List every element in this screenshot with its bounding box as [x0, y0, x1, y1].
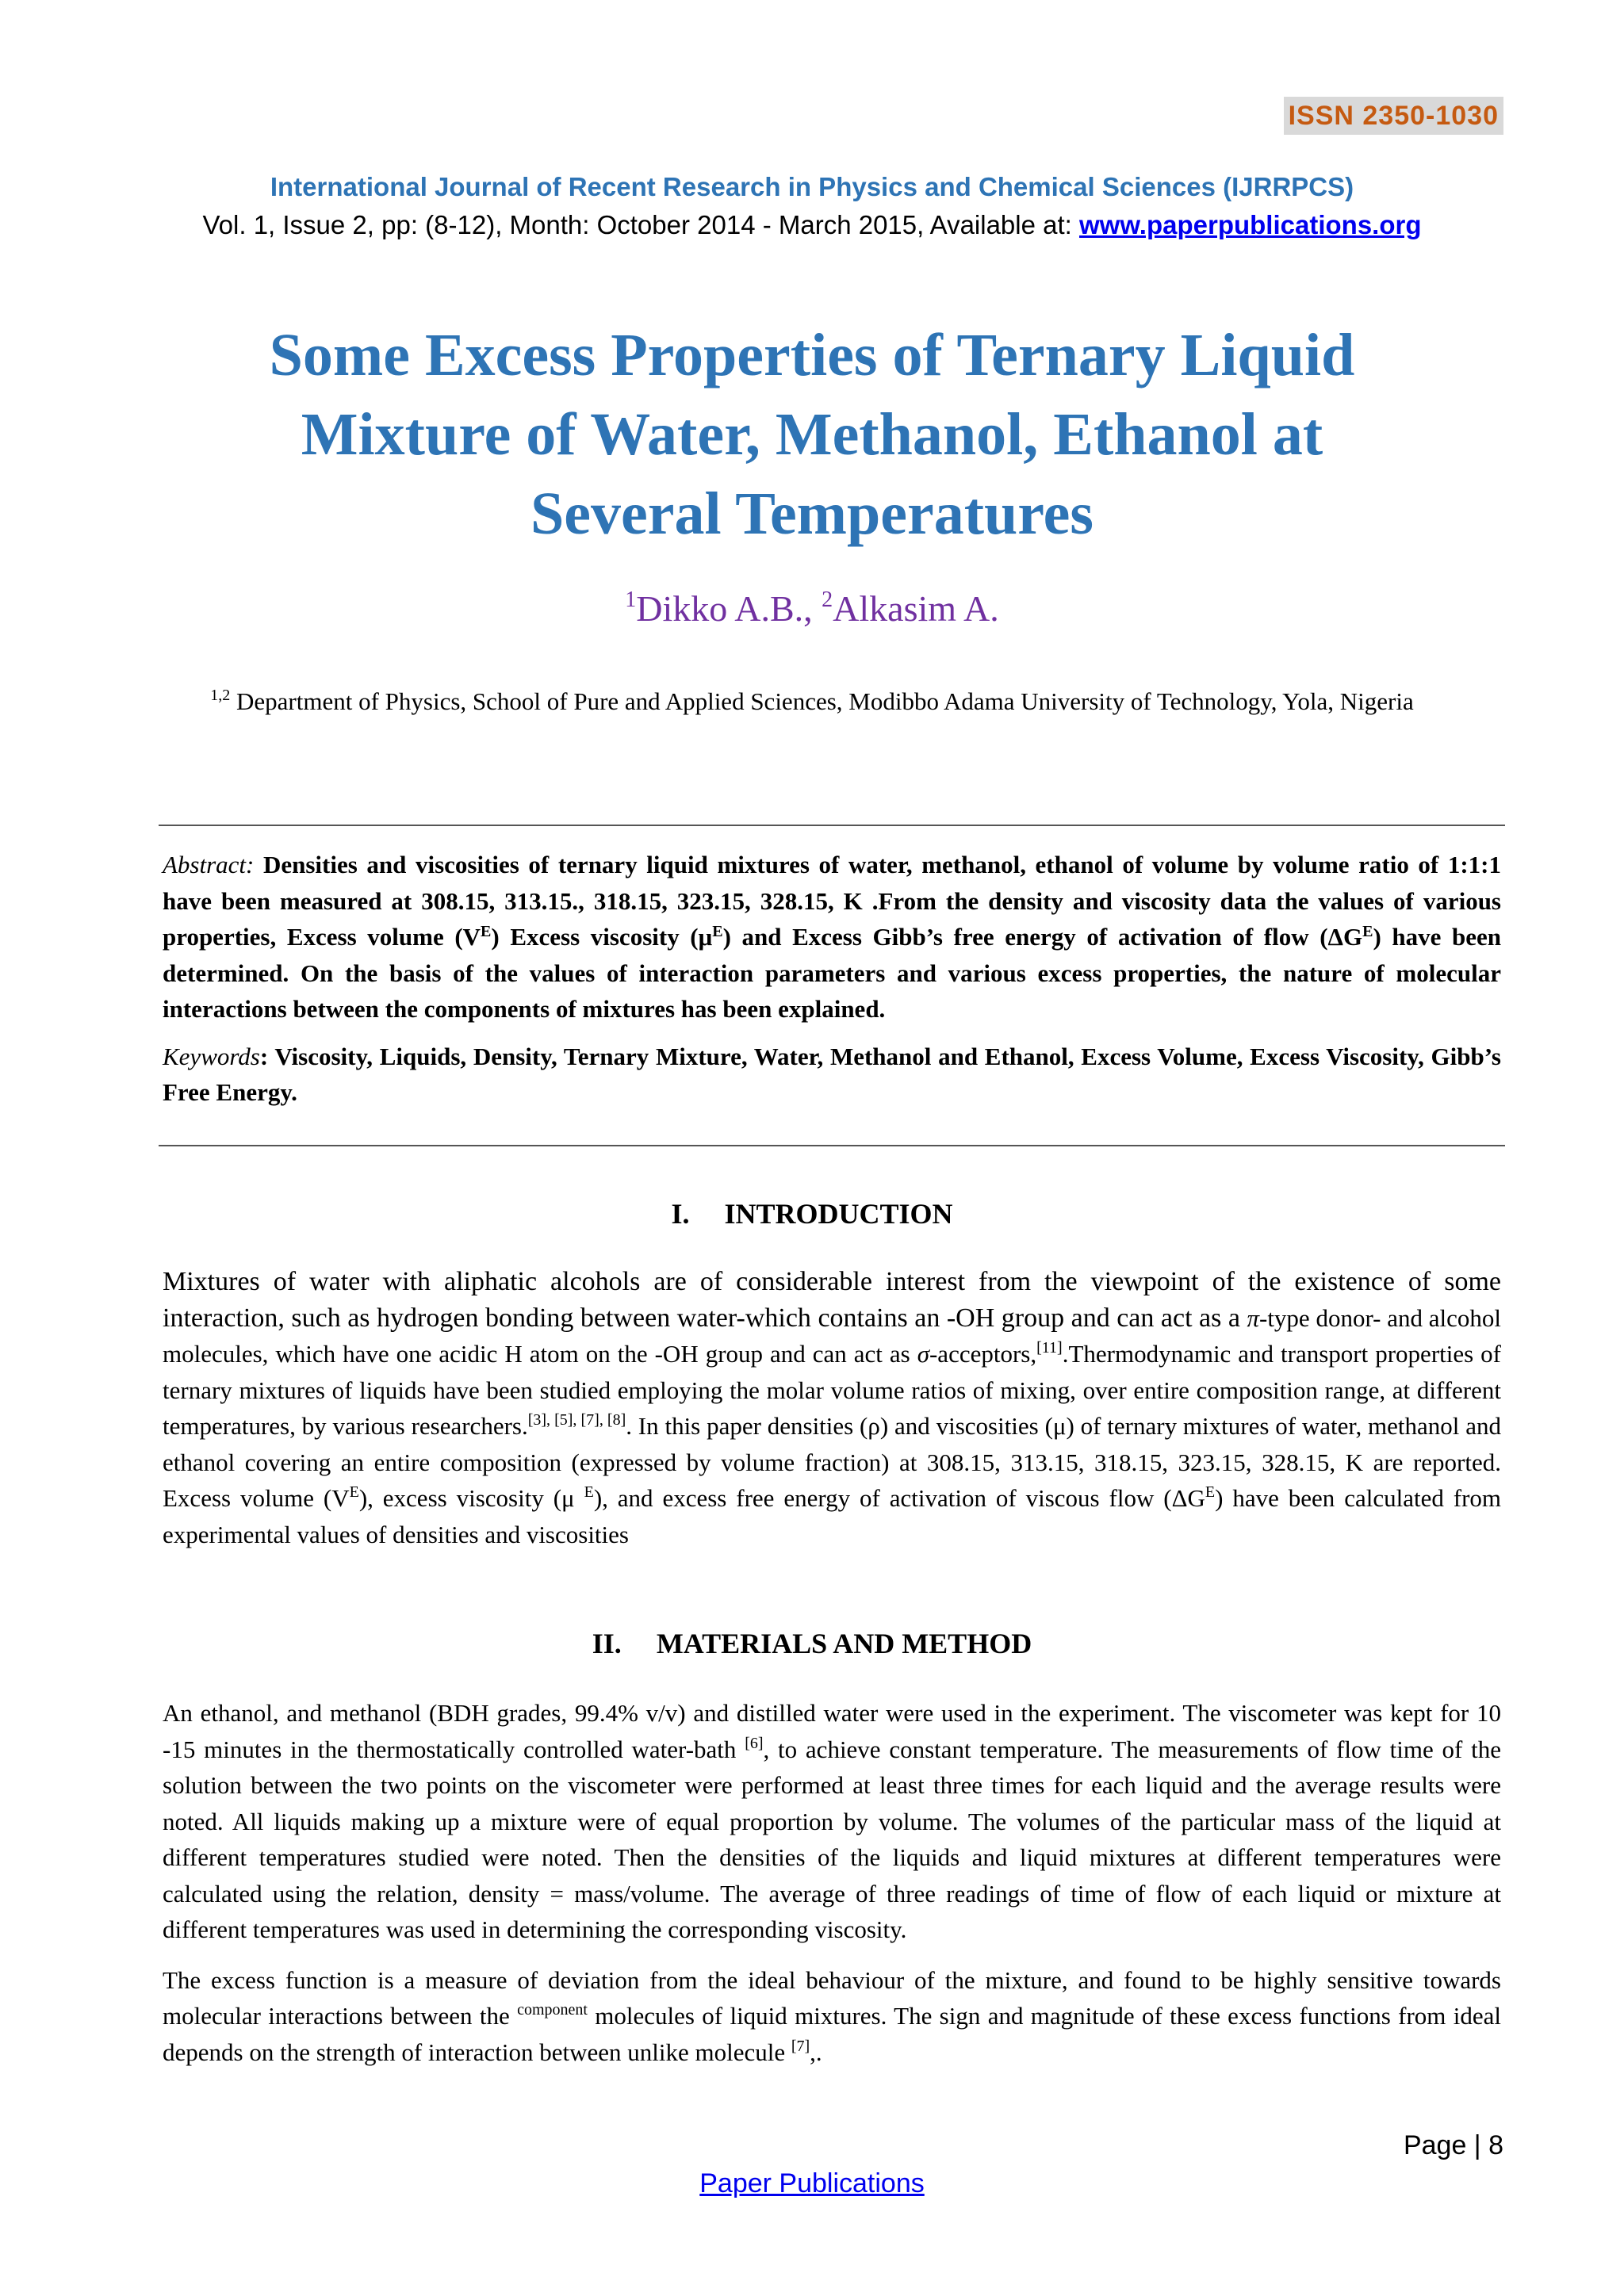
citation: [7]	[791, 2037, 810, 2055]
abstract-paragraph	[163, 847, 1501, 1027]
title-line: Some Excess Properties of Ternary Liquid	[269, 322, 1355, 388]
keywords-paragraph	[163, 1039, 1501, 1111]
divider	[159, 825, 1505, 826]
title-line: Several Temperatures	[530, 480, 1094, 547]
author-list	[0, 585, 1624, 633]
methods-body	[163, 1695, 1501, 2070]
methods-paragraph: The excess function is a measure of deviation from the ideal behaviour of the mixture, and found to be highly sensitive towards molecular interactions between the $^{component}$ molecules of liquid mixtures. The sign and magnitude of these excess functions from ideal depends on the strength of interaction between unlike molecule [7],.	[163, 1965, 1501, 2066]
author-superscript: 1	[625, 587, 637, 612]
issn-badge: ISSN 2350-1030	[1284, 97, 1503, 135]
affiliation-superscript: 1,2	[210, 687, 231, 704]
volume-info: Vol. 1, Issue 2, pp: (8-12), Month: October 2014 - March 2015, Available at:	[202, 210, 1080, 239]
abstract-label: Abstract:	[163, 851, 255, 878]
paper-title	[159, 316, 1465, 553]
affiliation	[159, 683, 1465, 720]
publisher-link[interactable]: Paper Publications	[699, 2168, 925, 2198]
abstract-block	[163, 847, 1501, 1111]
methods-paragraph: An ethanol, and methanol (BDH grades, 99.4% v/v) and distilled water were used in the experiment. The viscometer was kept for 10 -15 minutes in the thermostatically controlled water-bath [6], to achieve constant temperature. The measurements of flow time of the solution between the two points on the viscometer were performed at least three times for each liquid and the average results were noted. All liquids making up a mixture were of equal proportion by volume. The volumes of the particular mass of the liquid at different temperatures studied were noted. Then the densities of the liquids and liquid mixtures at different temperatures were calculated using the relation, density = mass/volume. The average of three readings of time of flow of each liquid or mixture at different temperatures was used in determining the corresponding viscosity.	[163, 1699, 1501, 1943]
section-heading	[0, 1625, 1624, 1662]
divider	[159, 1145, 1505, 1146]
abstract-text: Densities and viscosities of ternary liquid mixtures of water, methanol, ethanol of volume by volume ratio of 1:1:1 have been measured at 308.15, 313.15., 318.15, 323.15, 328.15, K .From the density and viscosity data the values of various properties, Excess volume $(V^E)$ Excess viscosity $(\mu^E)$ and Excess Gibb’s free energy of activation of flow $(\Delta G^E)$ have been determined. On the basis of the values of interaction parameters and various excess properties, the nature of molecular interactions between the components of mixtures has been explained.	[163, 851, 1501, 1023]
author-name: Alkasim A.	[833, 588, 999, 629]
citation: [11]	[1036, 1339, 1063, 1357]
affiliation-text: Department of Physics, School of Pure and Applied Sciences, Modibbo Adama University of Technology, Yola, Nigeria	[230, 687, 1414, 715]
volume-line	[0, 208, 1624, 243]
section-number: II.	[592, 1628, 622, 1659]
author-name: Dikko A.B.,	[636, 588, 822, 629]
introduction-paragraph: Mixtures of water with aliphatic alcohols are of considerable interest from the viewpoint of the existence of some interaction, such as hydrogen bonding between water-which contains an -OH group and can act as a π-type donor- and alcohol molecules, which have one acidic H atom on the -OH group and can act as σ-acceptors,[11].Thermodynamic and transport properties of ternary mixtures of liquids have been studied employing the molar volume ratios of mixing, over entire composition range, at different temperatures, by various researchers.[3], [5], [7], [8]. In this paper densities (ρ) and viscosities (μ) of ternary mixtures of water, methanol and ethanol covering an entire composition (expressed by volume fraction) at 308.15, 313.15, 318.15, 323.15, 328.15, K are reported. Excess volume $(V^E)$, excess viscosity (μ $^E$), and excess free energy of activation of viscous flow $(\Delta G^E)$ have been calculated from experimental values of densities and viscosities	[163, 1267, 1502, 1548]
journal-name: International Journal of Recent Research in Physics and Chemical Sciences (IJRRPCS)	[270, 172, 1354, 201]
section-heading	[0, 1196, 1624, 1232]
page-number: Page | 8	[1403, 2130, 1503, 2160]
section-number: I.	[671, 1198, 690, 1230]
citation: [6]	[745, 1734, 764, 1752]
section-title: MATERIALS AND METHOD	[656, 1628, 1032, 1659]
title-line: Mixture of Water, Methanol, Ethanol at	[301, 401, 1323, 468]
keywords-label: Keywords	[163, 1042, 260, 1070]
keywords-text: : Viscosity, Liquids, Density, Ternary Mixture, Water, Methanol and Ethanol, Excess Volume, Excess Viscosity, Gibb’s Free Energy.	[163, 1042, 1501, 1106]
author-superscript: 2	[822, 587, 833, 612]
section-title: INTRODUCTION	[724, 1198, 953, 1230]
journal-website-link[interactable]: www.paperpublications.org	[1079, 210, 1422, 239]
citation: [3], [5], [7], [8]	[527, 1411, 626, 1429]
